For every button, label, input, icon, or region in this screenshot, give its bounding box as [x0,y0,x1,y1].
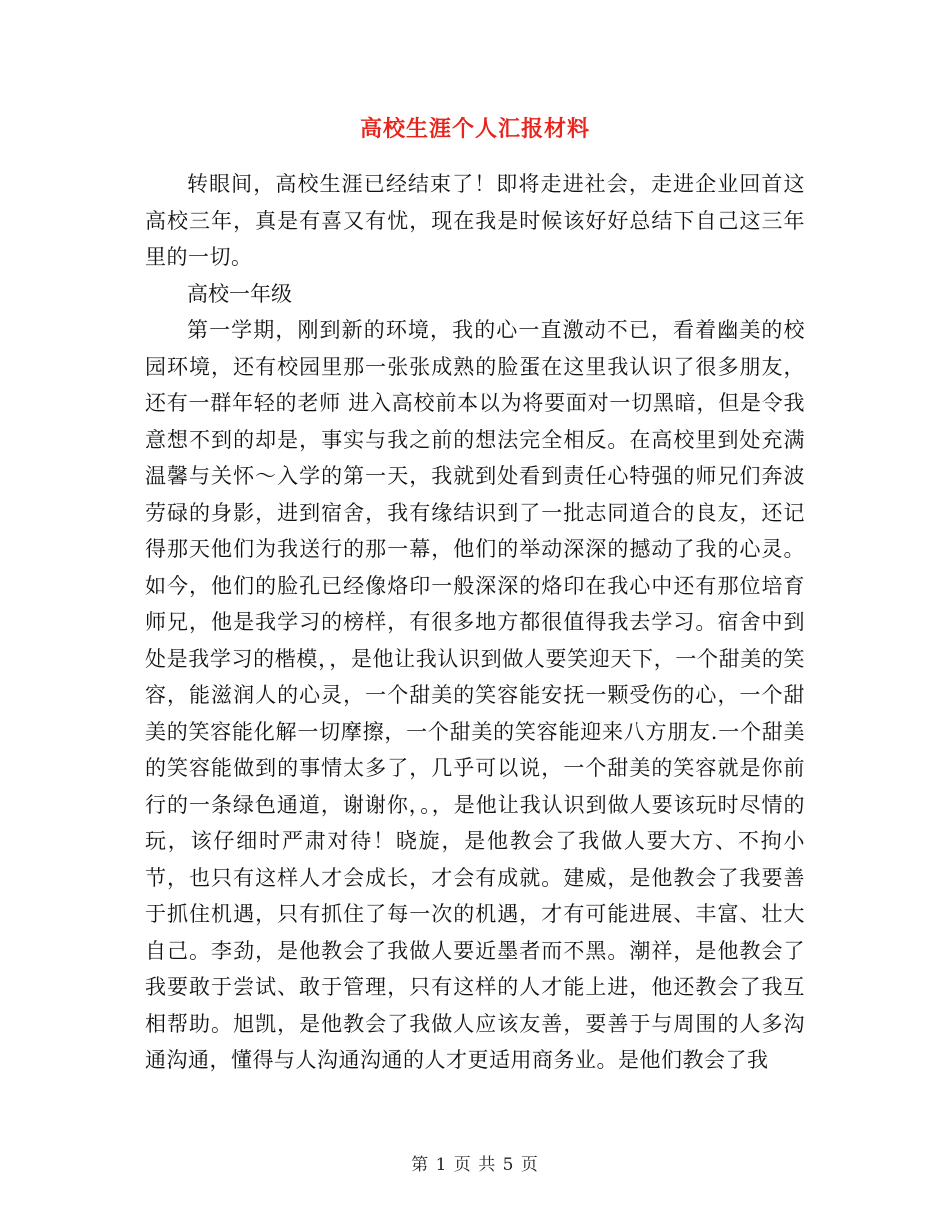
document-title: 高校生涯个人汇报材料 [359,116,590,142]
page-number-footer: 第 1 页 共 5 页 [411,1155,539,1175]
section-heading: 高校一年级 [187,281,292,306]
paragraph-intro: 转眼间，高校生涯已经结束了！即将走进社会，走进企业回首这高校三年，真是有喜又有忧，现在我是时候该好好总结下自己这三年里的一切。 [145,172,805,269]
paragraph-first-semester: 第一学期，刚到新的环境，我的心一直激动不已，看着幽美的校园环境，还有校园里那一张张成熟的脸蛋在这里我认识了很多朋友，还有一群年轻的老师 进入高校前本以为将要面对一切黑暗，但是令我意想不到的却是，事实与我之前的想法完全相反。在高校里到处充满温馨与关怀～入学的第一天，我就到处看到责任心特强的师兄们奔波劳碌的身影，进到宿舍，我有缘结识到了一批志同道合的良友，还记得那天他们为我送行的那一幕，他们的举动深深的撼动了我的心灵。如今，他们的脸孔已经像烙印一般深深的烙印在我心中还有那位培育师兄，他是我学习的榜样，有很多地方都很值得我去学习。宿舍中到处是我学习的楷模，，是他让我认识到做人要笑迎天下，一个甜美的笑容，能滋润人的心灵，一个甜美的笑容能安抚一颗受伤的心，一个甜美的笑容能化解一切摩擦，一个甜美的笑容能迎来八方朋友.一个甜美的笑容能做到的事情太多了，几乎可以说，一个甜美的笑容就是你前行的一条绿色通道，谢谢你，。，是他让我认识到做人要该玩时尽情的玩，该仔细时严肃对待！晓旋，是他教会了我做人要大方、不拘小节，也只有这样人才会成长，才会有成就。建威，是他教会了我要善于抓住机遇，只有抓住了每一次的机遇，才有可能进展、丰富、壮大自己。李劲，是他教会了我做人要近墨者而不黑。潮祥，是他教会了我要敢于尝试、敢于管理，只有这样的人才能上进，他还教会了我互相帮助。旭凯，是他教会了我做人应该友善，要善于与周围的人多沟通沟通，懂得与人沟通沟通的人才更适用商务业。是他们教会了我 [145,318,805,1072]
document-body [145,166,805,1079]
